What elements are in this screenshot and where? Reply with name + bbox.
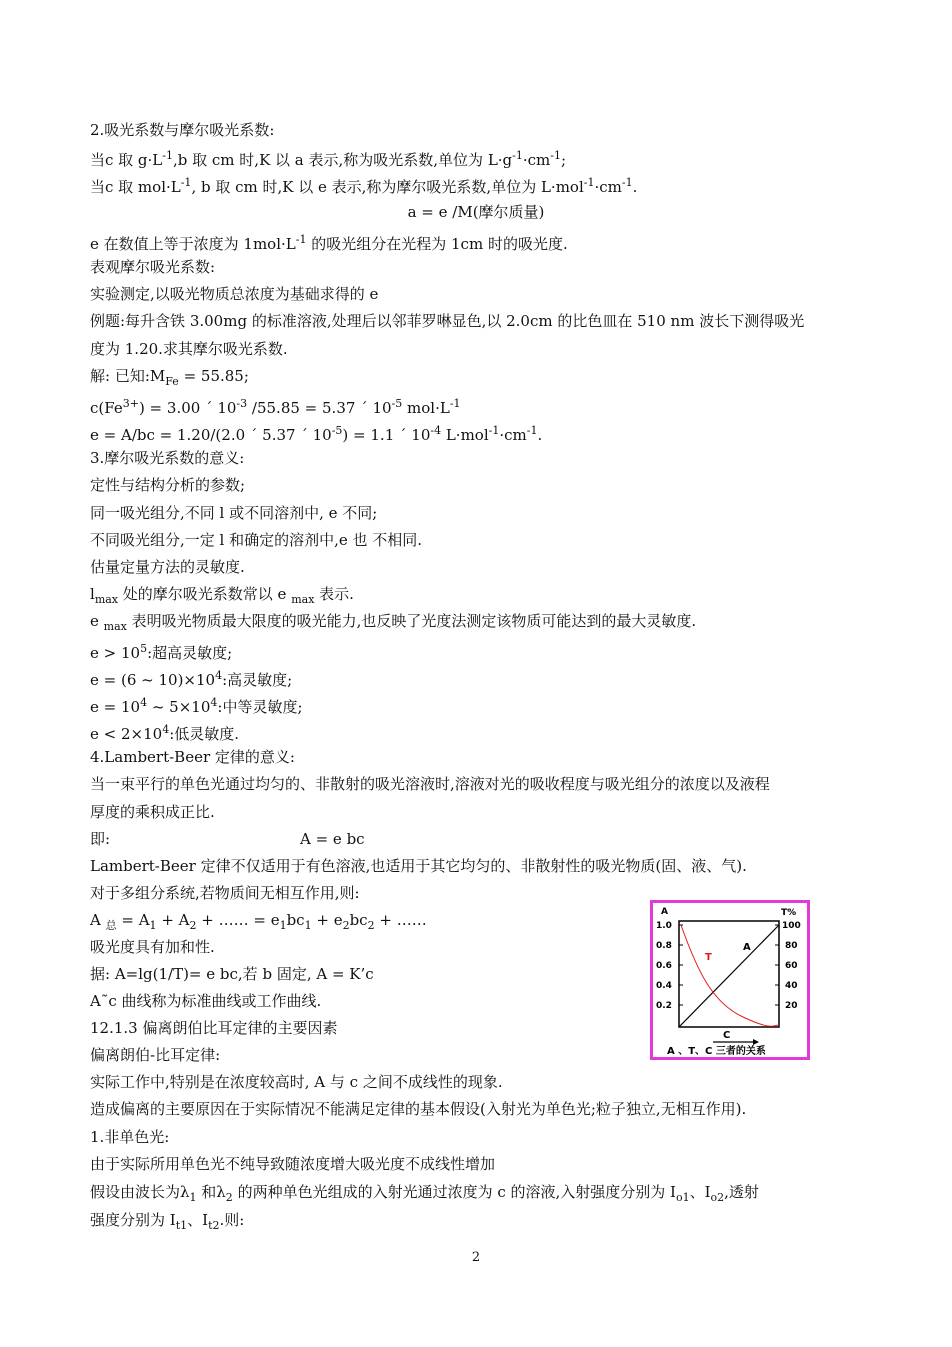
text-line: $e > 10^5$:超高灵敏度; <box>90 642 233 662</box>
atc-relation-figure <box>650 900 810 1060</box>
page-number: 2 <box>471 1250 481 1265</box>
figure-caption: A 、T、C 三者的关系 <box>667 1046 766 1057</box>
text-line: 厚度的乘积成正比. <box>90 803 215 821</box>
text-line: 据: A=lg(1/T)= e bc,若 b 固定, A = K’c <box>90 965 374 983</box>
text-line: 实验测定,以吸光物质总浓度为基础求得的 e <box>90 285 379 303</box>
text-line: 当一束平行的单色光通过均匀的、非散射的吸光溶液时,溶液对光的吸收程度与吸光组分的浓度以及液程 <box>90 775 770 793</box>
text-line: A˜c 曲线称为标准曲线或工作曲线. <box>90 992 322 1010</box>
text-line: 当c 取 $mol\cdot L^{-1}$, b 取 cm 时,K 以 e 表示,称为摩尔吸光系数,单位为 $L\cdot mol^{-1}\cdot cm^{-1}$. <box>90 176 638 196</box>
text-line: e = A/bc = 1.20/(2.0 ´ 5.37 ´ $10^{-5}) = 1.1$ ´ $10^{-4}$ $L\cdot mol^{-1}\cdot cm^{-1}$. <box>90 424 543 444</box>
right-axis-label: T% <box>781 908 797 918</box>
text-line: $e < 2\times 10^4$:低灵敏度. <box>90 723 240 743</box>
text-line: 12.1.3 偏离朗伯比耳定律的主要因素 <box>90 1019 338 1037</box>
text-line: 不同吸光组分,一定 l 和确定的溶剂中,e 也 不相同. <box>90 531 423 549</box>
atc-diagram-svg <box>653 903 807 1057</box>
arrow-head-icon <box>753 1039 759 1045</box>
text-line: 同一吸光组分,不同 l 或不同溶剂中, e 不同; <box>90 504 378 522</box>
text-line: 当c 取 $g\cdot L^{-1},b$ 取 cm 时,K 以 a 表示,称为吸光系数,单位为 $L\cdot g^{-1}\cdot cm^{-1}$; <box>90 149 567 169</box>
text-line: A $_总 = A_1 + A_2$ + …… = $e_1bc_1 + e_2bc_2$ + …… <box>90 911 427 932</box>
text-line: 度为 1.20.求其摩尔吸光系数. <box>90 340 288 358</box>
x-axis-label: C <box>723 1030 731 1041</box>
text-line: Lambert-Beer 定律不仅适用于有色溶液,也适用于其它均匀的、非散射性的吸光物质(固、液、气). <box>90 857 747 875</box>
left-tick-label: 0.8 <box>656 941 672 951</box>
text-line: 2.吸光系数与摩尔吸光系数: <box>90 121 275 139</box>
text-line: 强度分别为 $I_{t1}$、$I_{t2}$.则: <box>90 1211 245 1232</box>
text-line: 表观摩尔吸光系数: <box>90 258 216 276</box>
text-line: 3.摩尔吸光系数的意义: <box>90 449 245 467</box>
right-tick-label: 40 <box>785 981 798 991</box>
text-line: 解: 已知$:M_{Fe} = 55.85$; <box>90 367 249 388</box>
text-line: 估量定量方法的灵敏度. <box>90 558 245 576</box>
text-line: 假设由波长为$\lambda_1$ 和$\lambda_2$ 的两种单色光组成的入射光通过浓度为 c 的溶液,入射强度分别为 $I_{o1}$、$I_{o2}$,透射 <box>90 1183 759 1204</box>
text-line: 造成偏离的主要原因在于实际情况不能满足定律的基本假设(入射光为单色光;粒子独立,无相互作用). <box>90 1100 747 1118</box>
right-tick-label: 60 <box>785 961 798 971</box>
text-line: e 在数值上等于浓度为 $1mol\cdot L^{-1}$ 的吸光组分在光程为 1cm 时的吸光度. <box>90 233 568 253</box>
right-tick-label: 100 <box>782 921 801 931</box>
text-line: $e = 10^4$ ~ $5\times 10^4$:中等灵敏度; <box>90 696 303 716</box>
text-line: 例题:每升含铁 3.00mg 的标准溶液,处理后以邻菲罗啉显色,以 2.0cm 的比色皿在 510 nm 波长下测得吸光 <box>90 312 805 330</box>
text-line: 由于实际所用单色光不纯导致随浓度增大吸光度不成线性增加 <box>90 1155 496 1173</box>
text-line: 实际工作中,特别是在浓度较高时, A 与 c 之间不成线性的现象. <box>90 1073 503 1091</box>
left-tick-label: 1.0 <box>656 921 672 931</box>
left-tick-label: 0.6 <box>656 961 672 971</box>
formula-line: a = e /M(摩尔质量) <box>407 203 545 221</box>
absorbance-line <box>679 925 779 1027</box>
text-line: $c(Fe^{3+}) = 3.00$ ´ $10^{-3}$ /55.85 = 5.37 ´ $10^{-5}$ $mol\cdot L^{-1}$ <box>90 397 461 417</box>
text-line: e $_{max}$ 表明吸光物质最大限度的吸光能力,也反映了光度法测定该物质可能达到的最大灵敏度. <box>90 612 697 633</box>
text-line: e = (6 ~ $10)\times 10^4$:高灵敏度; <box>90 669 293 689</box>
text-line: 即: A = e bc <box>90 830 365 848</box>
text-line: $l_{max}$ 处的摩尔吸光系数常以 e $_{max}$ 表示. <box>90 585 354 606</box>
transmittance-curve-label: T <box>705 952 712 963</box>
left-tick-label: 0.2 <box>656 1001 672 1011</box>
left-tick-label: 0.4 <box>656 981 672 991</box>
right-tick-label: 80 <box>785 941 798 951</box>
text-line: 4.Lambert-Beer 定律的意义: <box>90 748 295 766</box>
right-tick-label: 20 <box>785 1001 798 1011</box>
absorbance-line-label: A <box>743 942 751 953</box>
text-line: 吸光度具有加和性. <box>90 938 215 956</box>
text-line: 1.非单色光: <box>90 1128 170 1146</box>
text-line: 定性与结构分析的参数; <box>90 476 246 494</box>
text-line: 对于多组分系统,若物质间无相互作用,则: <box>90 884 360 902</box>
text-line: 偏离朗伯-比耳定律: <box>90 1046 221 1064</box>
left-axis-label: A <box>661 907 668 917</box>
